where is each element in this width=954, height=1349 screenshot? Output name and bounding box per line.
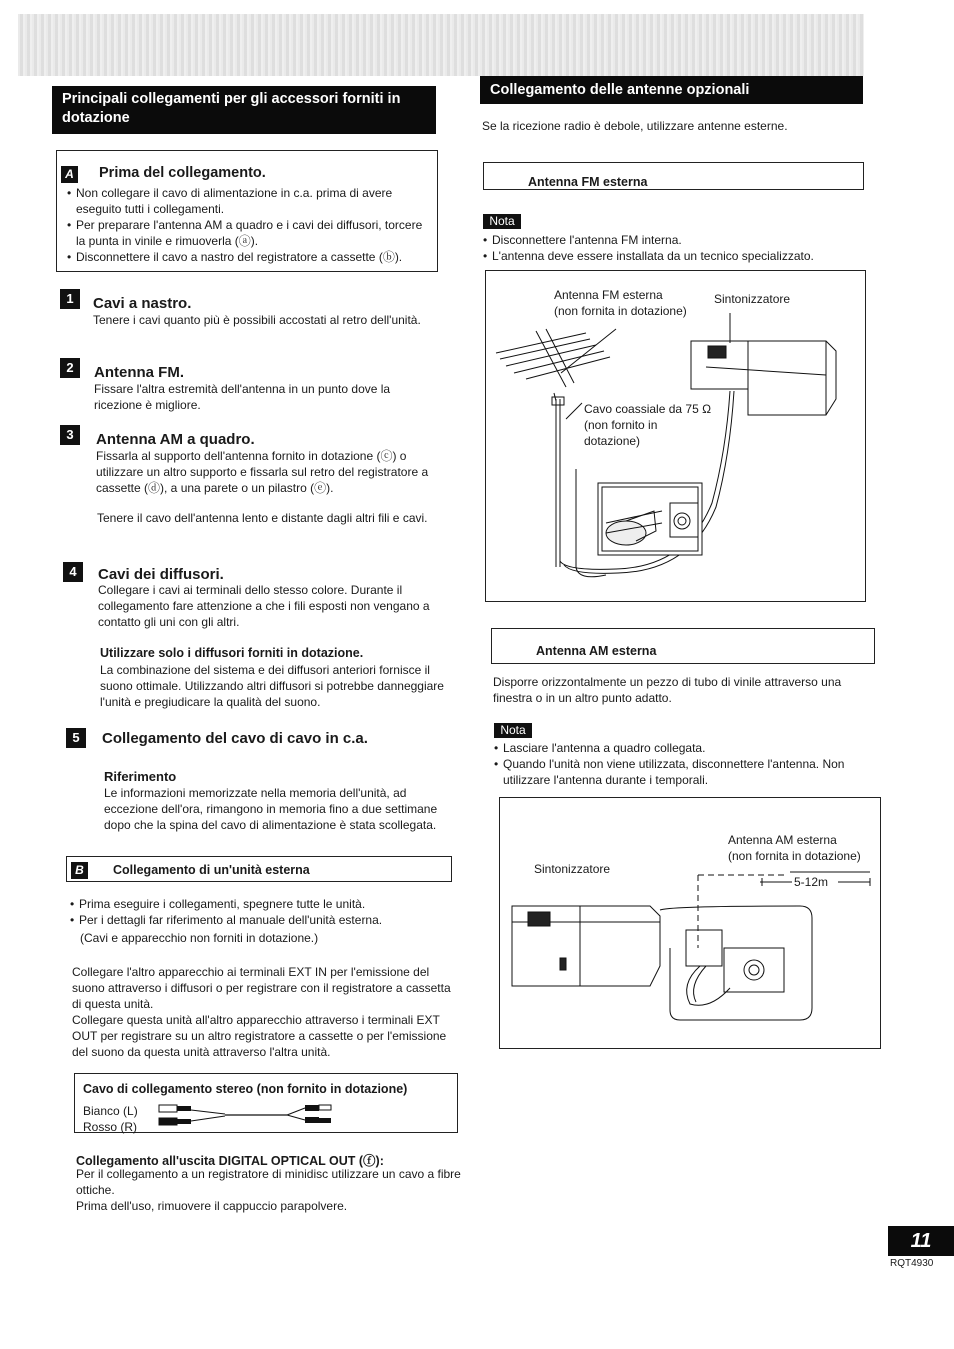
step-4-text: Collegare i cavi ai terminali dello stesso colore. Durante il collegamento fare attenzione a che i fili esposti non vengano a contatto gli uni con gli altri.: [98, 583, 430, 629]
list-item: • Per preparare l'antenna AM a quadro e i cavi dei diffusori, torcere la punta in vinile e rimuoverla (ⓐ).: [67, 217, 431, 249]
section-a-tag: A: [61, 166, 78, 183]
step-5-title: Collegamento del cavo di cavo in c.a.: [102, 730, 368, 747]
step-5-text: Le informazioni memorizzate nella memoria dell'unità, ad eccezione dell'ora, rimangono in memoria fino a due settimane dopo che la spina del cavo di alimentazione è stata scollegata.: [104, 786, 438, 832]
fm-fig-antenna-label2: (non fornita in dotazione): [554, 304, 687, 318]
right-title: Collegamento delle antenne opzionali: [480, 76, 863, 104]
section-b-note: (Cavi e apparecchio non forniti in dotazione.): [80, 931, 319, 945]
am-text: Disporre orizzontalmente un pezzo di tubo di vinile attraverso una finestra o in un altro punto adatto.: [493, 675, 842, 705]
am-fig-antenna-label: Antenna AM esterna: [728, 833, 837, 847]
digital-title: Collegamento all'uscita DIGITAL OPTICAL OUT (ⓕ):: [76, 1154, 384, 1168]
step-4-number: 4: [63, 562, 83, 582]
step-1-title: Cavi a nastro.: [93, 295, 192, 312]
step-5-number: 5: [66, 728, 86, 748]
digital-text2: Prima dell'uso, rimuovere il cappuccio parapolvere.: [76, 1199, 348, 1213]
am-nota-badge: Nota: [494, 723, 532, 738]
list-item: • Disconnettere l'antenna FM interna.: [483, 232, 863, 248]
list-item: • Lasciare l'antenna a quadro collegata.: [494, 740, 878, 756]
fm-nota-badge: Nota: [483, 214, 521, 229]
section-a-list: [67, 185, 431, 265]
am-figure: [499, 797, 881, 1049]
section-a-title: Prima del collegamento.: [99, 165, 266, 181]
fm-fig-cable-label3: dotazione): [584, 434, 641, 448]
section-b-tag: B: [71, 862, 88, 879]
fm-fig-cable-label: Cavo coassiale da 75 Ω: [584, 402, 712, 416]
cable-box-title: Cavo di collegamento stereo (non fornito in dotazione): [83, 1082, 408, 1096]
step-1-text: Tenere i cavi quanto più è possibili accostati al retro dell'unità.: [93, 313, 421, 327]
rca-cable-icon: [155, 1102, 335, 1132]
cable-white-label: Bianco (L): [83, 1104, 138, 1118]
fm-heading-box: [483, 162, 864, 190]
am-heading-box: [491, 628, 875, 664]
list-item: • Prima eseguire i collegamenti, spegnere tutte le unità.: [70, 896, 450, 912]
fm-fig-tuner-label: Sintonizzatore: [714, 292, 791, 306]
fm-antenna-illustration: [486, 271, 865, 601]
step-4-subtitle: Utilizzare solo i diffusori forniti in dotazione.: [100, 646, 364, 660]
step-5-subtitle: Riferimento: [104, 769, 177, 784]
am-nota-list: [494, 740, 878, 788]
section-b-para1: Collegare l'altro apparecchio ai terminali EXT IN per l'emissione del suono attraverso i diffusori o per registrare con il registratore a cassetta di questa unità.: [72, 965, 451, 1011]
fm-heading: Antenna FM esterna: [528, 175, 648, 189]
doc-code: RQT4930: [890, 1258, 934, 1269]
step-1-number: 1: [60, 289, 80, 309]
fm-fig-cable-label2: (non fornito in: [584, 418, 658, 432]
main-title: Principali collegamenti per gli accessori forniti in dotazione: [52, 86, 436, 134]
section-b-list: [70, 896, 450, 928]
am-heading: Antenna AM esterna: [536, 644, 657, 658]
step-2-title: Antenna FM.: [94, 364, 184, 381]
fm-fig-antenna-label: Antenna FM esterna: [554, 288, 663, 302]
right-intro: Se la ricezione radio è debole, utilizzare antenne esterne.: [482, 119, 788, 133]
step-3-text2: Tenere il cavo dell'antenna lento e distante dagli altri fili e cavi.: [97, 511, 428, 525]
list-item: • Disconnettere il cavo a nastro del registratore a cassette (ⓑ).: [67, 249, 431, 265]
step-3-title: Antenna AM a quadro.: [96, 431, 255, 448]
am-fig-tuner-label: Sintonizzatore: [534, 862, 611, 876]
am-fig-length-label: 5-12m: [794, 875, 829, 889]
step-2-number: 2: [60, 358, 80, 378]
section-b-title: Collegamento di un'unità esterna: [113, 863, 310, 877]
digital-text: Per il collegamento a un registratore di minidisc utilizzare un cavo a fibre ottiche.: [76, 1167, 461, 1197]
am-fig-antenna-label2: (non fornita in dotazione): [728, 849, 861, 863]
step-3-number: 3: [60, 425, 80, 445]
section-b-para2: Collegare questa unità all'altro apparecchio attraverso i terminali EXT OUT per registrare su un altro registratore a cassette o per l'emissione del suono da questa unità attraverso l'altra unità.: [72, 1013, 447, 1059]
list-item: • Quando l'unità non viene utilizzata, disconnettere l'antenna. Non utilizzare l'antenna durante i temporali.: [494, 756, 878, 788]
header-texture: [18, 14, 864, 76]
fm-nota-list: [483, 232, 863, 264]
am-antenna-illustration: [500, 798, 880, 1048]
list-item: • Per i dettagli far riferimento al manuale dell'unità esterna.: [70, 912, 450, 928]
cable-box: [74, 1073, 458, 1133]
page-number: 11: [888, 1226, 954, 1256]
cable-red-label: Rosso (R): [83, 1120, 138, 1134]
step-4-subtext: La combinazione del sistema e dei diffusori anteriori fornisce il suono ottimale. Utilizzando altri diffusori si potrebbe danneggiare l'unità e pregiudicare la qualità del suono.: [100, 663, 444, 709]
list-item: • L'antenna deve essere installata da un tecnico specializzato.: [483, 248, 863, 264]
section-b-box: [66, 856, 452, 882]
step-4-title: Cavi dei diffusori.: [98, 566, 224, 583]
step-2-text: Fissare l'altra estremità dell'antenna in un punto dove la ricezione è migliore.: [94, 382, 391, 412]
section-a-box: [56, 150, 438, 272]
step-3-text: Fissarla al supporto dell'antenna fornito in dotazione (ⓒ) o utilizzare un altro supporto e fissarla sul retro del registratore a cassette (ⓓ), a una parete o un pilastro (ⓔ).: [96, 449, 429, 495]
list-item: • Non collegare il cavo di alimentazione in c.a. prima di avere eseguito tutti i collegamenti.: [67, 185, 431, 217]
fm-figure: [485, 270, 866, 602]
